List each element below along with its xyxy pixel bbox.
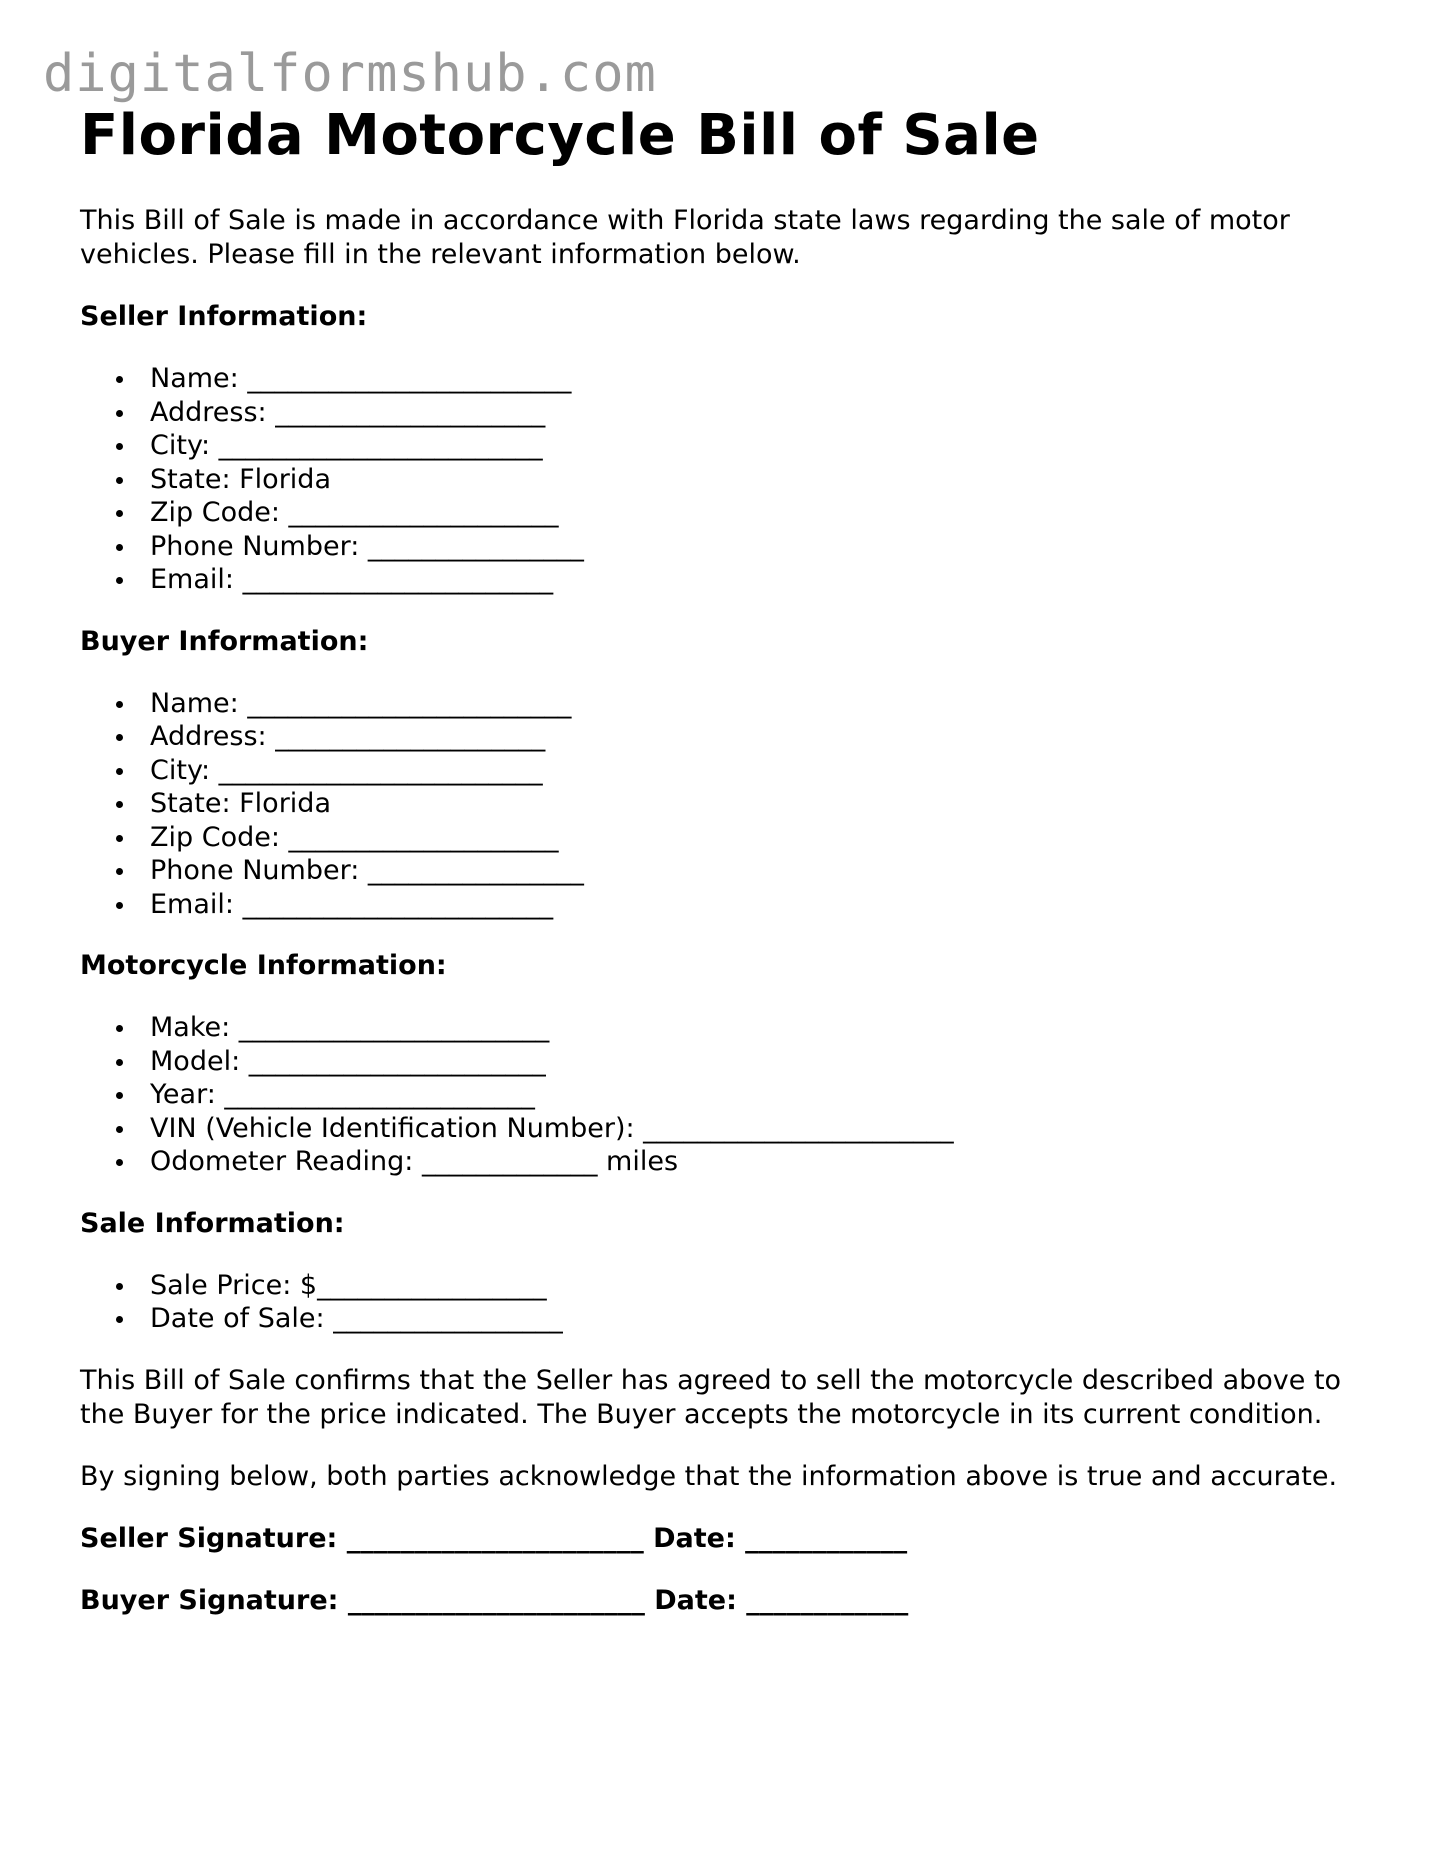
acknowledgement-paragraph: By signing below, both parties acknowledge that the information above is true and accurate.: [80, 1460, 1338, 1492]
sale-heading: Sale Information:: [80, 1207, 345, 1239]
motorcycle-make-field[interactable]: Make: _______________________: [150, 1011, 1370, 1045]
motorcycle-section: [80, 949, 1370, 1179]
seller-email-field[interactable]: Email: _______________________: [150, 563, 1370, 597]
motorcycle-heading: Motorcycle Information:: [80, 950, 447, 981]
intro-paragraph: This Bill of Sale is made in accordance with Florida state laws regarding the sale of motor vehicles. Please fill in the relevant information below.: [80, 205, 1290, 270]
seller-phone-field[interactable]: Phone Number: ________________: [150, 530, 1370, 564]
seller-signature-line[interactable]: Seller Signature: ______________________ Date: ____________: [80, 1522, 908, 1554]
seller-city-field[interactable]: City: ________________________: [150, 429, 1370, 463]
seller-name-field[interactable]: Name: ________________________: [150, 362, 1370, 396]
buyer-address-field[interactable]: Address: ____________________: [150, 720, 1370, 754]
buyer-field-list: [80, 687, 1370, 922]
buyer-zip-field[interactable]: Zip Code: ____________________: [150, 821, 1370, 855]
motorcycle-vin-field[interactable]: VIN (Vehicle Identification Number): _______________________: [150, 1112, 1370, 1146]
buyer-section: [80, 625, 1370, 922]
sale-date-field[interactable]: Date of Sale: _________________: [150, 1302, 1370, 1336]
motorcycle-model-field[interactable]: Model: ______________________: [150, 1045, 1370, 1079]
seller-zip-field[interactable]: Zip Code: ____________________: [150, 496, 1370, 530]
document-title: Florida Motorcycle Bill of Sale: [80, 103, 1040, 168]
sale-price-field[interactable]: Sale Price: $_________________: [150, 1269, 1370, 1303]
seller-heading: Seller Information:: [80, 301, 368, 332]
seller-state-field: State: Florida: [150, 463, 1370, 497]
motorcycle-year-field[interactable]: Year: _______________________: [150, 1078, 1370, 1112]
buyer-heading: Buyer Information:: [80, 625, 369, 657]
buyer-city-field[interactable]: City: ________________________: [150, 754, 1370, 788]
buyer-email-field[interactable]: Email: _______________________: [150, 888, 1370, 922]
buyer-state-field: State: Florida: [150, 787, 1370, 821]
buyer-signature-line[interactable]: Buyer Signature: ______________________ Date: ____________: [80, 1584, 909, 1616]
watermark: digitalformshub.com: [43, 44, 657, 104]
motorcycle-field-list: [80, 1011, 1370, 1179]
document-page: [80, 100, 1370, 1618]
motorcycle-odometer-field[interactable]: Odometer Reading: _____________ miles: [150, 1145, 1370, 1179]
seller-address-field[interactable]: Address: ____________________: [150, 396, 1370, 430]
confirmation-paragraph: This Bill of Sale confirms that the Seller has agreed to sell the motorcycle described above to the Buyer for the price indicated. The Buyer accepts the motorcycle in its current condition.: [80, 1364, 1342, 1430]
buyer-name-field[interactable]: Name: ________________________: [150, 687, 1370, 721]
sale-section: [80, 1207, 1370, 1336]
seller-field-list: [80, 362, 1370, 597]
buyer-phone-field[interactable]: Phone Number: ________________: [150, 854, 1370, 888]
seller-section: [80, 300, 1370, 597]
sale-field-list: [80, 1269, 1370, 1336]
